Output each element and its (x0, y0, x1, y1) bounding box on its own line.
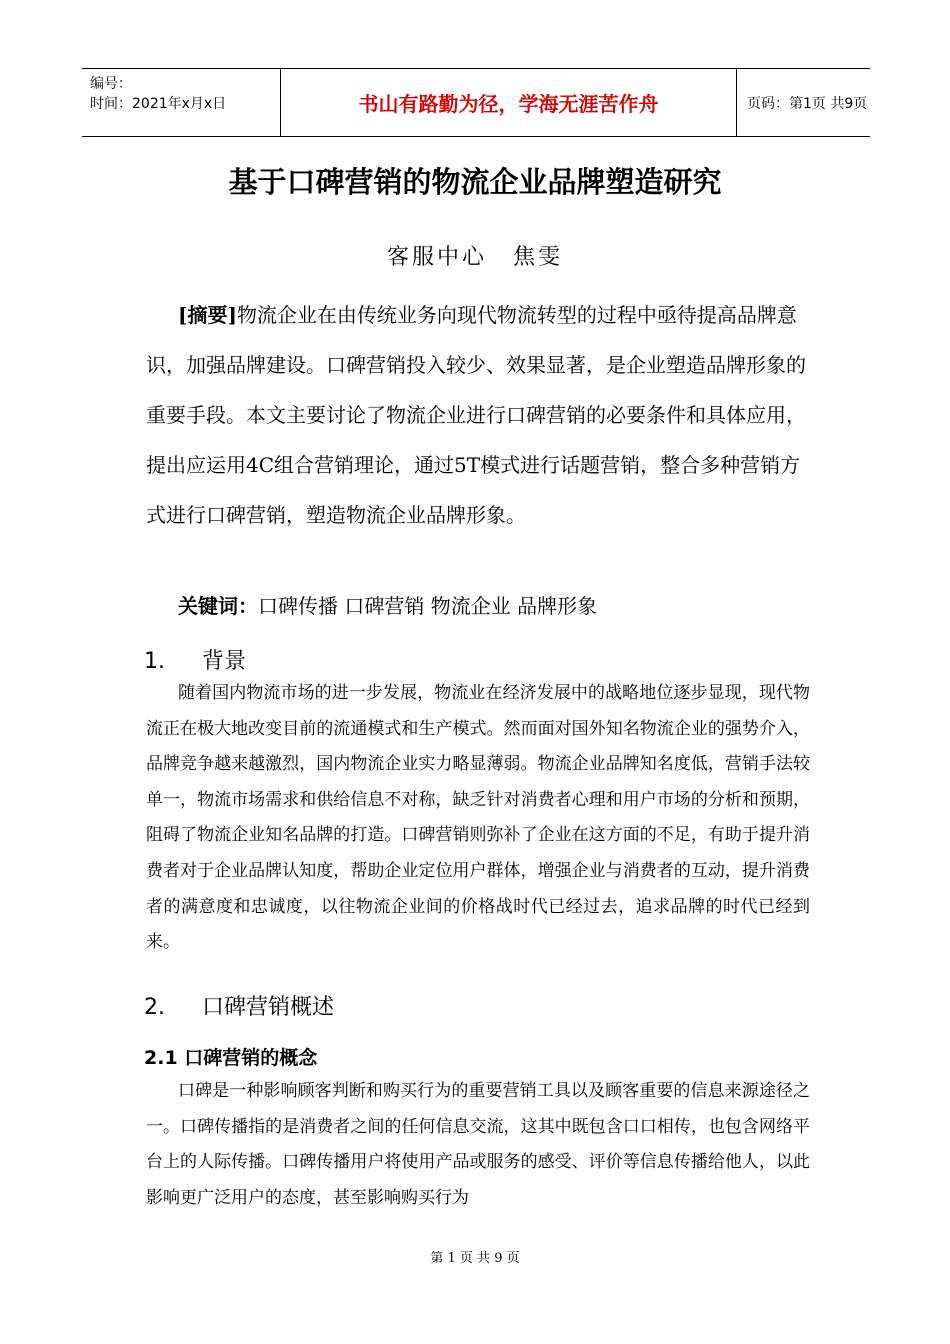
header-meta-cell (82, 69, 281, 136)
keywords-line (178, 590, 597, 622)
page-footer: 第 1 页 共 9 页 (430, 1251, 520, 1266)
author-line (0, 240, 950, 271)
section-heading-1 (144, 644, 246, 675)
author-name: 焦雯 (513, 245, 564, 270)
author-dept: 客服中心 (386, 245, 487, 270)
document-title: 基于口碑营销的物流企业品牌塑造研究 (228, 165, 722, 199)
motto-text: 书山有路勤为径，学海无涯苦作舟 (358, 92, 659, 116)
document-header (82, 68, 870, 137)
page-code: 页码：第1页 共9页 (747, 95, 868, 112)
header-motto-cell (281, 69, 737, 136)
section-title: 背景 (202, 649, 247, 674)
section-title: 口碑营销概述 (202, 995, 335, 1020)
abstract-tag: [摘要] (178, 303, 237, 327)
section-number: 1. (144, 649, 165, 674)
subsection-paragraph: 口碑是一种影响顾客判断和购买行为的重要营销工具以及顾客重要的信息来源途径之一。口碑传播指的是消费者之间的任何信息交流，这其中既包含口口相传，也包含网络平台上的人际传播。口碑传播用户将使用产品或服务的感受、评价等信息传播给他人，以此影响更广泛用户的态度，甚至影响购买行为 (146, 1081, 810, 1208)
keywords-text: 口碑传播 口碑营销 物流企业 品牌形象 (258, 594, 598, 618)
abstract-paragraph (146, 290, 810, 540)
abstract-text: 物流企业在由传统业务向现代物流转型的过程中亟待提高品牌意识，加强品牌建设。口碑营销投入较少、效果显著，是企业塑造品牌形象的重要手段。本文主要讨论了物流企业进行口碑营销的必要条件和具体应用，提出应运用4C组合营销理论，通过5T模式进行话题营销，整合多种营销方式进行口碑营销，塑造物流企业品牌形象。 (146, 303, 806, 527)
section-number: 2. (144, 995, 165, 1020)
subsection-heading: 2.1 口碑营销的概念 (144, 1047, 318, 1069)
time-label: 时间：2021年x月x日 (90, 96, 227, 112)
section-1-paragraph: 随着国内物流市场的进一步发展，物流业在经济发展中的战略地位逐步显现，现代物流正在极大地改变目前的流通模式和生产模式。然而面对国外知名物流企业的强势介入，品牌竞争越来越激烈，国内物流企业实力略显薄弱。物流企业品牌知名度低，营销手法较单一，物流市场需求和供给信息不对称，缺乏针对消费者心理和用户市场的分析和预期，阻碍了物流企业知名品牌的打造。口碑营销则弥补了企业在这方面的不足，有助于提升消费者对于企业品牌认知度，帮助企业定位用户群体，增强企业与消费者的互动，提升消费者的满意度和忠诚度，以往物流企业间的价格战时代已经过去，追求品牌的时代已经到来。 (146, 683, 810, 953)
header-page-cell (737, 69, 870, 136)
keywords-label: 关键词： (178, 594, 258, 618)
section-heading-2 (144, 990, 334, 1021)
number-label: 编号： (90, 76, 132, 92)
